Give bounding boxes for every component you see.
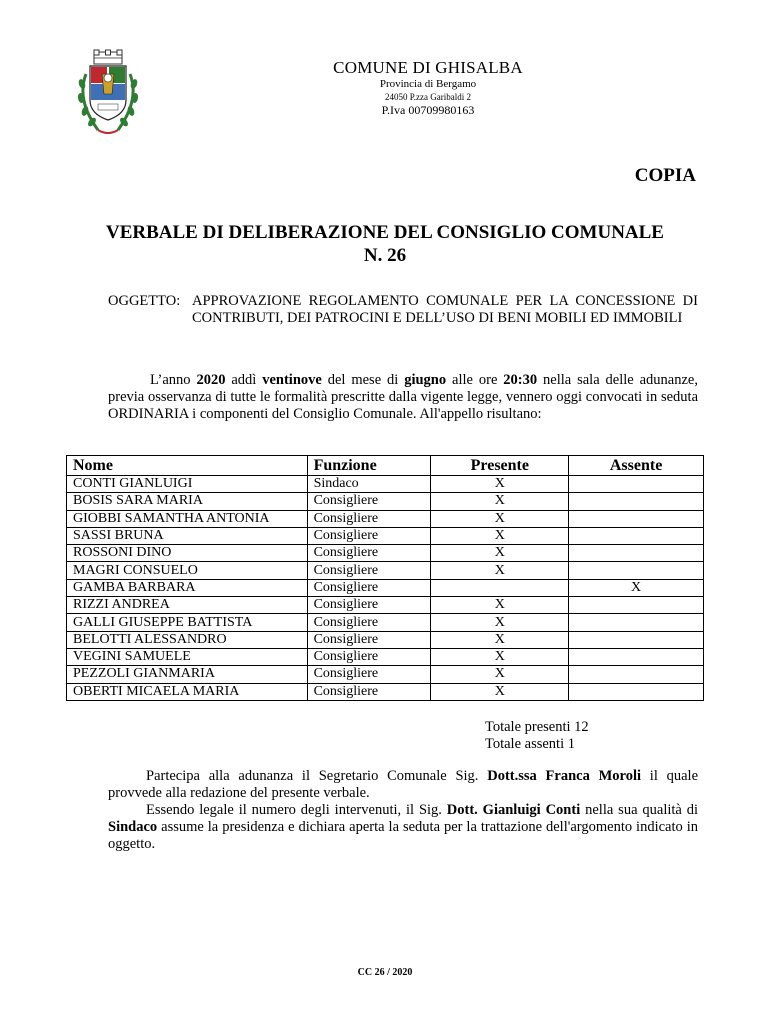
present-cell: X: [431, 493, 569, 510]
name-cell: GAMBA BARBARA: [67, 579, 308, 596]
total-absent: Totale assenti 1: [485, 736, 575, 752]
table-row: [67, 666, 704, 683]
name-cell: SASSI BRUNA: [67, 527, 308, 544]
present-cell: X: [431, 597, 569, 614]
absent-cell: [569, 631, 704, 648]
table-header-row: [67, 456, 704, 476]
attendance-table: [66, 455, 704, 701]
role-cell: Consigliere: [307, 579, 431, 596]
role-cell: Consigliere: [307, 562, 431, 579]
present-cell: X: [431, 648, 569, 665]
role-cell: Consigliere: [307, 545, 431, 562]
absent-cell: [569, 666, 704, 683]
table-row: [67, 597, 704, 614]
table-row: [67, 476, 704, 493]
column-header-name: Nome: [67, 456, 308, 476]
table-row: [67, 579, 704, 596]
role-cell: Consigliere: [307, 597, 431, 614]
copy-label: COPIA: [634, 165, 696, 186]
role-cell: Consigliere: [307, 510, 431, 527]
role-cell: Consigliere: [307, 631, 431, 648]
absent-cell: [569, 683, 704, 700]
coat-of-arms-emblem: [72, 48, 144, 144]
meeting-month: giugno: [404, 372, 447, 388]
role-cell: Consigliere: [307, 527, 431, 544]
total-present: Totale presenti 12: [485, 719, 589, 735]
table-row: [67, 510, 704, 527]
name-cell: RIZZI ANDREA: [67, 597, 308, 614]
name-cell: BOSIS SARA MARIA: [67, 493, 308, 510]
table-row: [67, 545, 704, 562]
presidency-paragraph: [108, 802, 698, 854]
absent-cell: [569, 597, 704, 614]
mayor-name: Dott. Gianluigi Conti: [446, 802, 581, 818]
intro-paragraph: [108, 372, 698, 424]
coat-of-arms-icon: [72, 48, 144, 144]
absent-cell: [569, 562, 704, 579]
paragraph-text: nella sua qualità di: [580, 802, 698, 818]
table-row: [67, 562, 704, 579]
deliberation-number: N. 26: [363, 245, 407, 266]
subject-block: [108, 293, 698, 327]
name-cell: BELOTTI ALESSANDRO: [67, 631, 308, 648]
present-cell: [431, 579, 569, 596]
present-cell: X: [431, 614, 569, 631]
absent-cell: [569, 545, 704, 562]
present-cell: X: [431, 666, 569, 683]
name-cell: CONTI GIANLUIGI: [67, 476, 308, 493]
vat-number: P.Iva 00709980163: [381, 103, 475, 117]
paragraph-text: Essendo legale il numero degli intervenuti, il Sig.: [146, 802, 447, 818]
secretary-name: Dott.ssa Franca Moroli: [487, 768, 642, 784]
name-cell: MAGRI CONSUELO: [67, 562, 308, 579]
absent-cell: [569, 510, 704, 527]
role-cell: Consigliere: [307, 666, 431, 683]
document-title: [60, 221, 710, 267]
meeting-time: 20:30: [503, 372, 538, 388]
table-row: [67, 648, 704, 665]
present-cell: X: [431, 545, 569, 562]
absent-cell: [569, 493, 704, 510]
intro-text: L’anno: [150, 372, 197, 388]
intro-text: nella sala delle adunanze, previa osservanza di tutte le formalità prescritte dalla vigente legge, vennero oggi convocati in seduta ORDINARIA i componenti del Consiglio Comunale. All'appello risultano:: [108, 372, 698, 423]
absent-cell: [569, 527, 704, 544]
title-line: VERBALE DI DELIBERAZIONE DEL CONSIGLIO COMUNALE: [106, 222, 664, 243]
intro-text: del mese di: [321, 372, 405, 388]
paragraph-text: assume la presidenza e dichiara aperta la seduta per la trattazione dell'argomento indicato in oggetto.: [108, 819, 698, 853]
column-header-absent: Assente: [569, 456, 704, 476]
role-cell: Consigliere: [307, 614, 431, 631]
role-cell: Consigliere: [307, 648, 431, 665]
name-cell: GALLI GIUSEPPE BATTISTA: [67, 614, 308, 631]
municipality-address: 24050 P.zza Garibaldi 2: [385, 92, 471, 102]
name-cell: ROSSONI DINO: [67, 545, 308, 562]
absent-cell: [569, 476, 704, 493]
totals-block: [485, 719, 589, 753]
present-cell: X: [431, 510, 569, 527]
present-cell: X: [431, 562, 569, 579]
subject-text: APPROVAZIONE REGOLAMENTO COMUNALE PER LA CONCESSIONE DI CONTRIBUTI, DEI PATROCINI E DELL’USO DI BENI MOBILI ED IMMOBILI: [192, 293, 698, 326]
province-name: Provincia di Bergamo: [379, 78, 477, 90]
intro-text: alle ore: [446, 372, 504, 388]
mayor-role: Sindaco: [108, 819, 158, 836]
role-cell: Consigliere: [307, 683, 431, 700]
column-header-present: Presente: [431, 456, 569, 476]
present-cell: X: [431, 476, 569, 493]
absent-cell: X: [569, 579, 704, 596]
secretary-paragraph: [108, 768, 698, 802]
name-cell: PEZZOLI GIANMARIA: [67, 666, 308, 683]
municipality-name: COMUNE DI GHISALBA: [333, 58, 523, 77]
absent-cell: [569, 614, 704, 631]
present-cell: X: [431, 631, 569, 648]
table-row: [67, 493, 704, 510]
role-cell: Consigliere: [307, 493, 431, 510]
subject-label: OGGETTO:: [108, 293, 181, 309]
absent-cell: [569, 648, 704, 665]
meeting-year: 2020: [196, 372, 226, 388]
table-row: [67, 527, 704, 544]
present-cell: X: [431, 683, 569, 700]
meeting-day: ventinove: [262, 372, 322, 388]
municipality-header: [228, 58, 628, 118]
role-cell: Sindaco: [307, 476, 431, 493]
present-cell: X: [431, 527, 569, 544]
name-cell: VEGINI SAMUELE: [67, 648, 308, 665]
paragraph-text: Partecipa alla adunanza il Segretario Comunale Sig.: [146, 768, 488, 784]
table-row: [67, 683, 704, 700]
name-cell: GIOBBI SAMANTHA ANTONIA: [67, 510, 308, 527]
paragraph-text: il quale provvede alla redazione del presente verbale.: [108, 768, 699, 802]
page-footer: CC 26 / 2020: [357, 967, 413, 978]
attendance-table-body: [67, 476, 704, 701]
name-cell: OBERTI MICAELA MARIA: [67, 683, 308, 700]
table-row: [67, 631, 704, 648]
intro-text: addì: [225, 372, 263, 388]
table-row: [67, 614, 704, 631]
column-header-role: Funzione: [307, 456, 431, 476]
